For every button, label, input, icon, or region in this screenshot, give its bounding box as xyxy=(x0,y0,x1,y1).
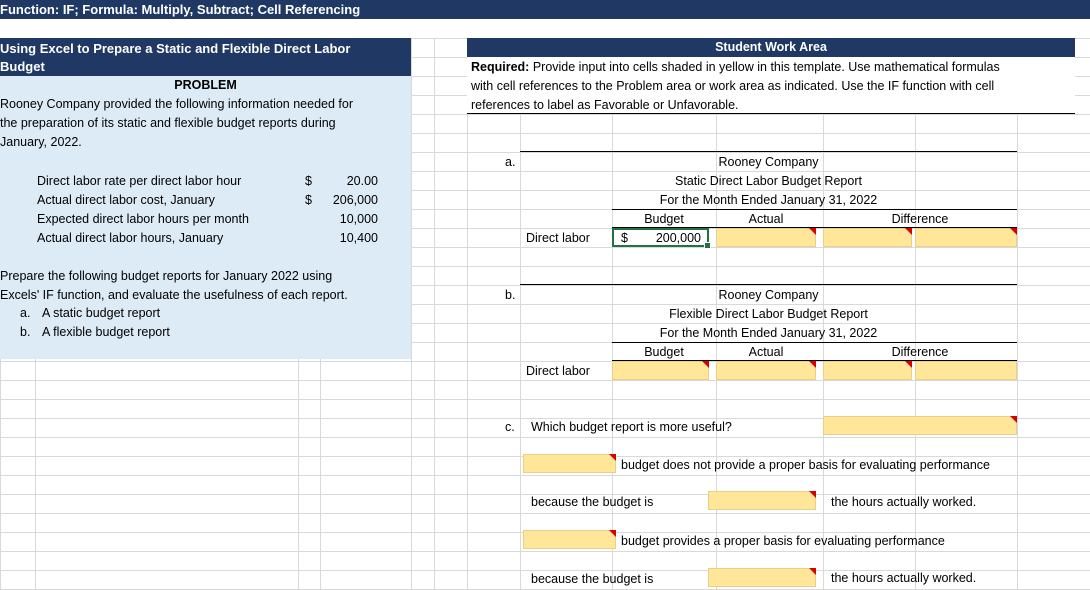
intro-line-3: January, 2022. xyxy=(0,135,82,149)
data-value-0: 20.00 xyxy=(346,174,378,188)
part-c-letter: c. xyxy=(505,420,515,434)
part-a-report: Static Direct Labor Budget Report xyxy=(675,174,862,188)
data-dollar-0: $ xyxy=(305,174,312,188)
part-c-basis-1-input[interactable] xyxy=(708,491,816,510)
problem-label: PROBLEM xyxy=(174,78,237,92)
intro-line-1: Rooney Company provided the following information needed for xyxy=(0,97,353,111)
part-a-actual-input[interactable] xyxy=(716,228,816,247)
part-c-question: Which budget report is more useful? xyxy=(531,420,732,434)
data-value-3: 10,400 xyxy=(339,231,378,245)
part-a-row-label: Direct labor xyxy=(526,231,590,245)
part-a-letter: a. xyxy=(505,155,516,169)
part-a-label-input[interactable] xyxy=(915,228,1017,247)
item-b-text: A flexible budget report xyxy=(42,325,170,339)
data-label-2: Expected direct labor hours per month xyxy=(37,212,249,226)
part-b-col-actual: Actual xyxy=(748,345,784,359)
required-label: Required: xyxy=(471,60,530,74)
part-b-budget-input[interactable] xyxy=(612,361,709,380)
part-c-line-1: budget does not provide a proper basis for evaluating performance xyxy=(621,458,990,472)
part-a-company: Rooney Company xyxy=(718,155,819,169)
part-b-col-budget: Budget xyxy=(644,345,684,359)
part-b-row-label: Direct labor xyxy=(526,364,590,378)
part-c-because-1: because the budget is xyxy=(531,495,654,509)
title-bar xyxy=(0,0,1090,19)
part-c-budget-type-2-input[interactable] xyxy=(523,530,616,549)
item-b-letter: b. xyxy=(20,325,31,339)
part-b-period: For the Month Ended January 31, 2022 xyxy=(659,326,878,340)
data-value-1: 206,000 xyxy=(332,193,378,207)
part-c-answer-input[interactable] xyxy=(823,416,1017,435)
part-a-budget-value: 200,000 xyxy=(655,231,701,245)
part-b-company: Rooney Company xyxy=(718,288,819,302)
part-b-col-difference: Difference xyxy=(891,345,949,359)
part-a-period: For the Month Ended January 31, 2022 xyxy=(659,193,878,207)
problem-header-line2: Budget xyxy=(0,59,45,74)
problem-header-line1: Using Excel to Prepare a Static and Flexible Direct Labor xyxy=(0,41,351,56)
title-text: Function: IF; Formula: Multiply, Subtract; Cell Referencing xyxy=(0,2,361,17)
part-c-hours-2: the hours actually worked. xyxy=(831,571,977,585)
part-c-basis-2-input[interactable] xyxy=(708,568,816,587)
required-line-1: Provide input into cells shaded in yellow in this template. Use mathematical formulas xyxy=(529,60,1000,74)
data-label-0: Direct labor rate per direct labor hour xyxy=(37,174,242,188)
problem-header xyxy=(0,38,411,76)
part-b-actual-input[interactable] xyxy=(716,361,816,380)
data-label-3: Actual direct labor hours, January xyxy=(37,231,224,245)
data-label-1: Actual direct labor cost, January xyxy=(37,193,215,207)
intro-line-2: the preparation of its static and flexible budget reports during xyxy=(0,116,336,130)
required-line-2: with cell references to the Problem area or work area as indicated. Use the IF function with cell xyxy=(471,79,995,93)
part-a-budget-dollar: $ xyxy=(621,231,628,245)
part-c-budget-type-1-input[interactable] xyxy=(523,454,616,473)
work-area-header: Student Work Area xyxy=(467,38,1075,57)
part-a-budget-cell[interactable] xyxy=(612,228,709,247)
item-a-letter: a. xyxy=(20,306,31,320)
part-a-col-actual: Actual xyxy=(748,212,784,226)
part-a-difference-input[interactable] xyxy=(823,228,912,247)
part-b-letter: b. xyxy=(505,288,516,302)
item-a-text: A static budget report xyxy=(42,306,161,320)
data-dollar-1: $ xyxy=(305,193,312,207)
instructions-line-1: Prepare the following budget reports for January 2022 using xyxy=(0,269,333,283)
required-line-3: references to label as Favorable or Unfavorable. xyxy=(471,98,739,112)
part-b-report: Flexible Direct Labor Budget Report xyxy=(669,307,868,321)
instructions-line-2: Excels' IF function, and evaluate the usefulness of each report. xyxy=(0,288,348,302)
part-a-col-budget: Budget xyxy=(644,212,684,226)
part-b-difference-input[interactable] xyxy=(823,361,912,380)
part-c-hours-1: the hours actually worked. xyxy=(831,495,977,509)
data-value-2: 10,000 xyxy=(339,212,378,226)
part-a-col-difference: Difference xyxy=(891,212,949,226)
required-area xyxy=(467,57,1075,114)
part-c-because-2: because the budget is xyxy=(531,572,654,586)
part-b-label-input[interactable] xyxy=(915,361,1017,380)
part-c-line-2: budget provides a proper basis for evaluating performance xyxy=(621,534,945,548)
